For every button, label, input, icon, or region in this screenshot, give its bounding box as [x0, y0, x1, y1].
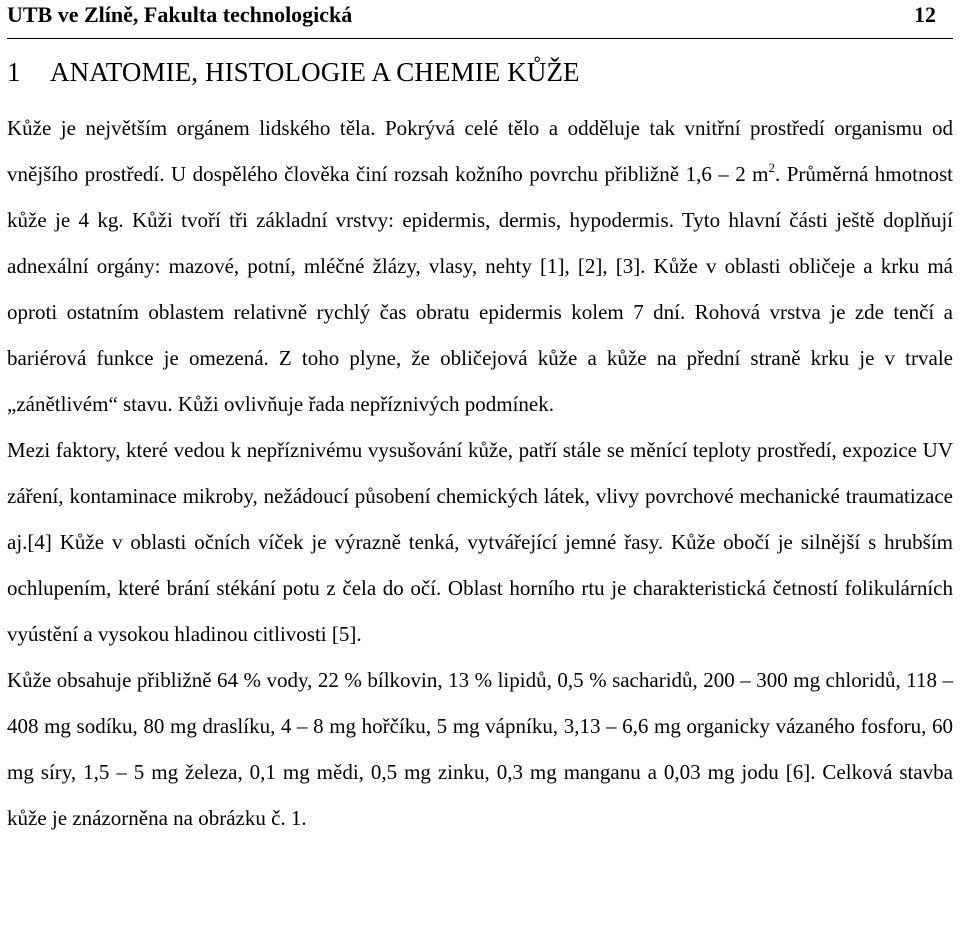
paragraph-skin-overview [7, 105, 953, 427]
superscript: 2 [768, 160, 776, 175]
running-header [7, 0, 953, 39]
header-title: UTB ve Zlíně, Fakulta technologická [7, 2, 353, 27]
chapter-heading [7, 55, 953, 89]
paragraph-skin-composition: Kůže obsahuje přibližně 64 % vody, 22 % bílkovin, 13 % lipidů, 0,5 % sacharidů, 200 – 300 mg chloridů, 118 – 408 mg sodíku, 80 mg draslíku, 4 – 8 mg hořčíku, 5 mg vápníku, 3,13 – 6,6 mg organicky vázaného fosforu, 60 mg síry, 1,5 – 5 mg železa, 0,1 mg mědi, 0,5 mg zinku, 0,3 mg manganu a 0,03 mg jodu [6]. Celková stavba kůže je znázorněna na obrázku č. 1. [7, 668, 953, 830]
chapter-number: 1 [7, 57, 21, 87]
document-page [7, 0, 953, 841]
paragraph-skin-factors: Mezi faktory, které vedou k nepříznivému vysušování kůže, patří stále se měnící teploty prostředí, expozice UV záření, kontaminace mikroby, nežádoucí působení chemických látek, vlivy povrchové mechanické traumatizace aj.[4] Kůže v oblasti očních víček je výrazně tenká, vytvářející jemné řasy. Kůže obočí je silnější s hrubším ochlupením, které brání stékání potu z čela do očí. Oblast horního rtu je charakteristická četností folikulárních vyústění a vysokou hladinou citlivosti [5]. [7, 438, 953, 646]
page-number: 12 [914, 2, 936, 27]
chapter-title: ANATOMIE, HISTOLOGIE A CHEMIE KŮŽE [50, 57, 580, 87]
paragraph-text: . Průměrná hmotnost kůže je 4 kg. Kůži tvoří tři základní vrstvy: epidermis, dermis, hypodermis. Tyto hlavní části ještě doplňují adnexální orgány: mazové, potní, mléčné žlázy, vlasy, nehty [1], [2], [3]. Kůže v oblasti obličeje a krku má oproti ostatním oblastem relativně rychlý čas obratu epidermis kolem 7 dní. Rohová vrstva je zde tenčí a bariérová funkce je omezená. Z toho plyne, že obličejová kůže a kůže na přední straně krku je v trvale „zánětlivém“ stavu. Kůži ovlivňuje řada nepříznivých podmínek. [7, 162, 953, 416]
paragraph-text: Kůže je největším orgánem lidského těla. Pokrývá celé tělo a odděluje tak vnitřní prostředí organismu od vnějšího prostředí. U dospělého člověka činí rozsah kožního povrchu přibližně 1,6 – 2 m [7, 116, 953, 186]
